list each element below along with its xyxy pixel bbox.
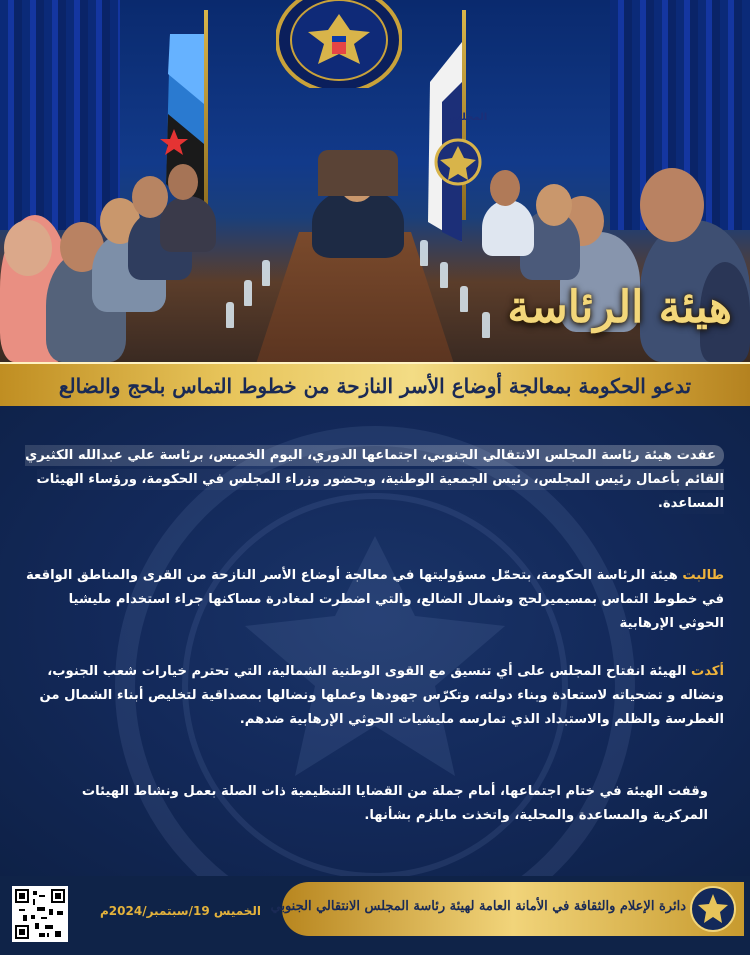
paragraph-3 [24, 660, 724, 732]
footer [0, 876, 750, 955]
attendee [160, 196, 216, 252]
meeting-photo [0, 0, 750, 362]
paragraph-2 [24, 564, 724, 636]
water-bottle [460, 286, 468, 312]
water-bottle [420, 240, 428, 266]
council-logo-icon [690, 886, 736, 932]
attendee [482, 200, 534, 256]
photo-title: هيئة الرئاسة [507, 282, 732, 333]
publish-date: الخميس 19/سبتمبر/2024م [100, 904, 262, 918]
department-name: دائرة الإعلام والثقافة في الأمانة العامة لهيئة رئاسة المجلس الانتقالي الجنوبي [270, 899, 686, 914]
water-bottle [244, 280, 252, 306]
headline-text: تدعو الحكومة بمعالجة أوضاع الأسر النازحة من خطوط التماس بلحج والضالع [58, 374, 692, 398]
paragraph-1 [24, 444, 724, 516]
attendee-head [536, 184, 572, 226]
paragraph-3-text: الهيئة انفتاح المجلس على أي تنسيق مع القوى الوطنية الشمالية، التي تحترم خيارات شعب الجنوب، ونضاله و تضحياته لاستعادة وبناء دولته، وتكرّس جهودها وعملها ونضالها بمصداقية لتخليص أبناء الشمال من الغطرسة والظلم والاستبداد الذي تمارسه مليشيات الحوثي الإرهابية ضدهم. [39, 664, 724, 727]
water-bottle [440, 262, 448, 288]
flag-label: المجلس [448, 112, 488, 123]
article-body [0, 406, 750, 876]
attendee-head [640, 168, 704, 242]
paragraph-2-lead: طالبت [682, 568, 724, 583]
council-emblem-icon [276, 0, 402, 88]
water-bottle [482, 312, 490, 338]
paragraph-1-text: عقدت هيئة رئاسة المجلس الانتقالي الجنوبي، اجتماعها الدوري، اليوم الخميس، برئاسة علي عبدالله الكثيري القائم بأعمال رئيس المجلس، رئيس الجمعية الوطنية، وبحضور وزراء المجلس في الحكومة، ورؤساء الهيئات المساعدة. [25, 445, 724, 514]
paragraph-4 [28, 780, 708, 828]
headline-strip [0, 362, 750, 410]
attendee-head [490, 170, 520, 206]
department-banner [270, 882, 744, 936]
water-bottle [226, 302, 234, 328]
attendee-head [168, 164, 198, 200]
paragraph-2-text: هيئة الرئاسة الحكومة، بتحمّل مسؤوليتها في معالجة أوضاع الأسر النازحة من القرى والمناطق الواقعة في خطوط التماس بمسيميرلحج وشمال الضالع، والتي اضطرت لمغادرة مساكنها جراء استخدام مليشيا الحوثي الإرهابية [26, 568, 724, 631]
attendee-head [4, 220, 52, 276]
paragraph-4-text: وقفت الهيئة في ختام اجتماعها، أمام جملة من القضايا التنظيمية ذات الصلة بعمل ونشاط الهيئات المركزية والمساعدة والمحلية، واتخذت مايلزم بشأنها. [81, 784, 708, 823]
chair-back [318, 150, 398, 196]
curtain-left [0, 0, 120, 230]
paragraph-3-lead: أكدت [690, 664, 724, 679]
qr-code-icon [12, 886, 68, 942]
water-bottle [262, 260, 270, 286]
